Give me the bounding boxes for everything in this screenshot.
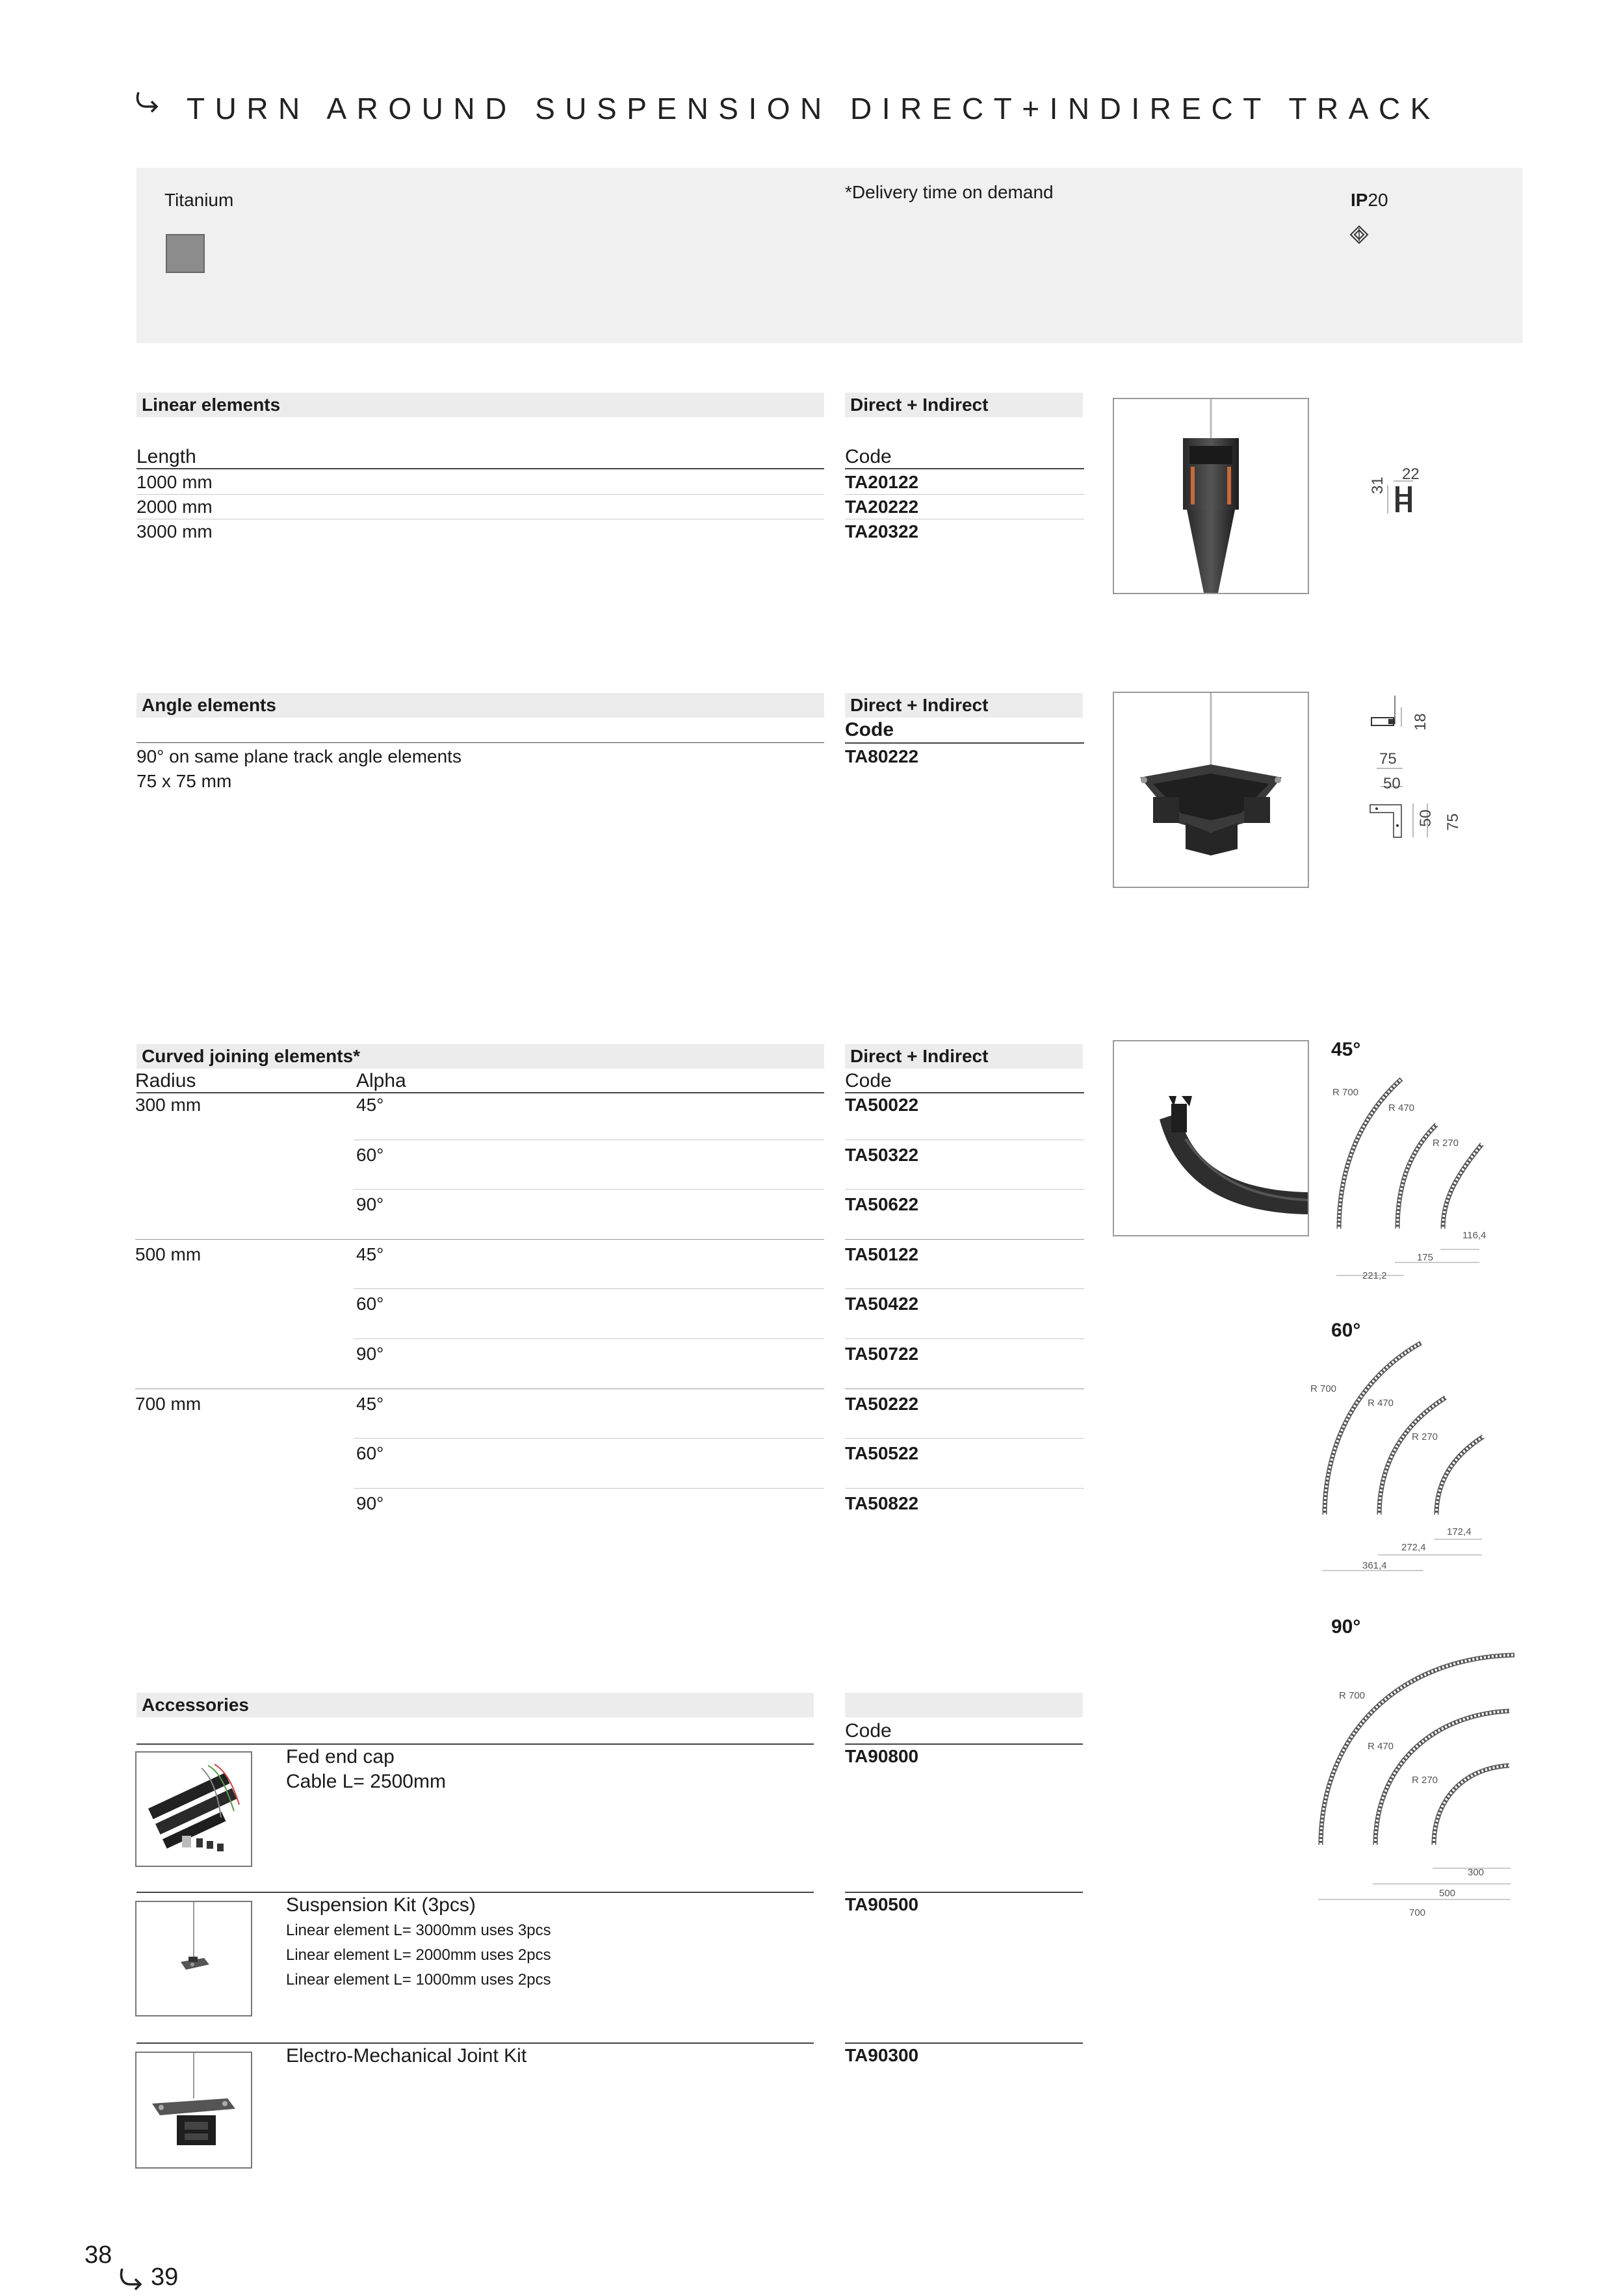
dim-75-side: 75: [1444, 813, 1462, 831]
code-label-angle: Code: [845, 719, 894, 740]
diagram-60-r470: R 470: [1368, 1398, 1394, 1409]
info-panel: [136, 168, 1522, 343]
diagram-45-w3: 221,2: [1362, 1270, 1387, 1281]
accessory-name: Fed end cap: [286, 1746, 395, 1768]
dim-height: 31: [1369, 476, 1386, 494]
curved-code: TA50222: [845, 1394, 919, 1414]
diagram-90-label: 90°: [1331, 1616, 1361, 1637]
accessory-note: Linear element L= 1000mm uses 2pcs: [286, 1971, 551, 1989]
table-row-length: 2000 mm: [136, 497, 213, 517]
angle-code: TA80222: [845, 746, 919, 766]
page-number-right: 39: [151, 2263, 179, 2291]
diagram-45-r270: R 270: [1433, 1138, 1459, 1149]
curved-element-photo: [1113, 1040, 1309, 1236]
dim-width: 22: [1402, 465, 1420, 483]
curve-diagram-60: [1306, 1339, 1495, 1580]
accessory-note: Linear element L= 3000mm uses 3pcs: [286, 1922, 551, 1939]
delivery-note: *Delivery time on demand: [845, 182, 1054, 202]
diagram-90-w3: 700: [1409, 1907, 1426, 1918]
curved-alpha: 90°: [356, 1194, 384, 1214]
ip-prefix: IP: [1351, 190, 1368, 210]
table-row-code: TA20222: [845, 497, 919, 517]
column-header-curved: Direct + Indirect: [845, 1044, 1083, 1069]
ip-rating: [1351, 190, 1388, 211]
diagram-90-r470: R 470: [1368, 1741, 1394, 1752]
finish-label: Titanium: [164, 190, 234, 210]
table-row-length: 1000 mm: [136, 472, 213, 492]
ip-value: 20: [1368, 190, 1388, 210]
fed-end-cap-image: [135, 1751, 252, 1867]
hook-arrow-icon: [133, 88, 162, 117]
dim-50-side: 50: [1417, 809, 1435, 827]
diagram-90-w1: 300: [1468, 1867, 1485, 1878]
radius-label: Radius: [135, 1070, 196, 1091]
alpha-label: Alpha: [356, 1070, 406, 1091]
diagram-60-r700: R 700: [1310, 1383, 1337, 1394]
curved-alpha: 45°: [356, 1095, 384, 1115]
accessory-code: TA90300: [845, 2045, 919, 2065]
code-label-accessories: Code: [845, 1720, 892, 1742]
diagram-45-r470: R 470: [1388, 1102, 1415, 1114]
code-label-curved: Code: [845, 1070, 892, 1091]
column-header-accessories: [845, 1693, 1083, 1717]
code-label-linear: Code: [845, 446, 892, 467]
diagram-90-w2: 500: [1439, 1888, 1456, 1899]
curved-alpha: 90°: [356, 1344, 384, 1364]
dim-18: 18: [1412, 713, 1429, 731]
curved-alpha: 45°: [356, 1394, 384, 1414]
curved-code: TA50022: [845, 1095, 919, 1115]
curved-alpha: 45°: [356, 1244, 384, 1264]
curved-code: TA50722: [845, 1344, 919, 1364]
curved-code: TA50122: [845, 1244, 919, 1264]
accessory-code: TA90500: [845, 1894, 919, 1914]
dim-50-top: 50: [1383, 775, 1401, 792]
joint-kit-image: [135, 2052, 252, 2169]
curved-alpha: 90°: [356, 1493, 384, 1513]
angle-element-photo: [1113, 692, 1309, 888]
accessory-detail: Cable L= 2500mm: [286, 1771, 446, 1792]
curved-radius: 700 mm: [135, 1394, 201, 1414]
curved-radius: 300 mm: [135, 1095, 201, 1115]
angle-dimension-diagram: [1365, 696, 1449, 839]
diagram-60-r270: R 270: [1412, 1431, 1438, 1442]
curved-alpha: 60°: [356, 1145, 384, 1165]
curved-code: TA50322: [845, 1145, 919, 1165]
diagram-60-label: 60°: [1331, 1320, 1361, 1341]
table-row-code: TA20122: [845, 472, 919, 492]
curved-code: TA50622: [845, 1194, 919, 1214]
hook-arrow-icon: [117, 2266, 146, 2295]
linear-element-photo: [1113, 398, 1309, 594]
angle-size: 75 x 75 mm: [136, 771, 232, 791]
diagram-45-w1: 116,4: [1462, 1230, 1487, 1241]
diagram-60-w1: 172,4: [1447, 1526, 1472, 1537]
accessory-name: Suspension Kit (3pcs): [286, 1894, 476, 1916]
section-header-linear: Linear elements: [136, 393, 824, 417]
curved-alpha: 60°: [356, 1294, 384, 1314]
diagram-60-w3: 361,4: [1362, 1560, 1387, 1571]
accessory-note: Linear element L= 2000mm uses 2pcs: [286, 1946, 551, 1964]
curve-diagram-45: [1313, 1066, 1495, 1287]
column-header-angle: Direct + Indirect: [845, 693, 1083, 718]
accessory-name: Electro-Mechanical Joint Kit: [286, 2045, 527, 2067]
accessory-code: TA90800: [845, 1746, 919, 1766]
curved-code: TA50422: [845, 1294, 919, 1314]
diagram-45-w2: 175: [1417, 1252, 1434, 1263]
section-header-angle: Angle elements: [136, 693, 824, 718]
table-row-code: TA20322: [845, 521, 919, 541]
page-title: TURN AROUND SUSPENSION DIRECT+INDIRECT TRACK: [187, 92, 1440, 125]
curved-code: TA50522: [845, 1443, 919, 1463]
curved-alpha: 60°: [356, 1443, 384, 1463]
section-header-curved: Curved joining elements*: [136, 1044, 824, 1069]
length-label: Length: [136, 446, 196, 467]
column-header-linear: Direct + Indirect: [845, 393, 1083, 417]
diagram-60-w2: 272,4: [1401, 1542, 1426, 1553]
page-number-left: 38: [84, 2241, 112, 2269]
table-row-length: 3000 mm: [136, 521, 213, 541]
curved-radius: 500 mm: [135, 1244, 201, 1264]
dim-75-top: 75: [1379, 750, 1397, 768]
diagram-45-label: 45°: [1331, 1039, 1361, 1060]
angle-description: 90° on same plane track angle elements: [136, 746, 461, 766]
curved-code: TA50822: [845, 1493, 919, 1513]
finish-swatch: [166, 234, 205, 273]
diagram-45-r700: R 700: [1332, 1087, 1359, 1098]
diagram-90-r270: R 270: [1412, 1775, 1438, 1786]
class-insulation-icon: [1349, 225, 1369, 244]
diagram-90-r700: R 700: [1339, 1690, 1366, 1701]
section-header-accessories: Accessories: [136, 1693, 814, 1717]
suspension-kit-image: [135, 1901, 252, 2016]
